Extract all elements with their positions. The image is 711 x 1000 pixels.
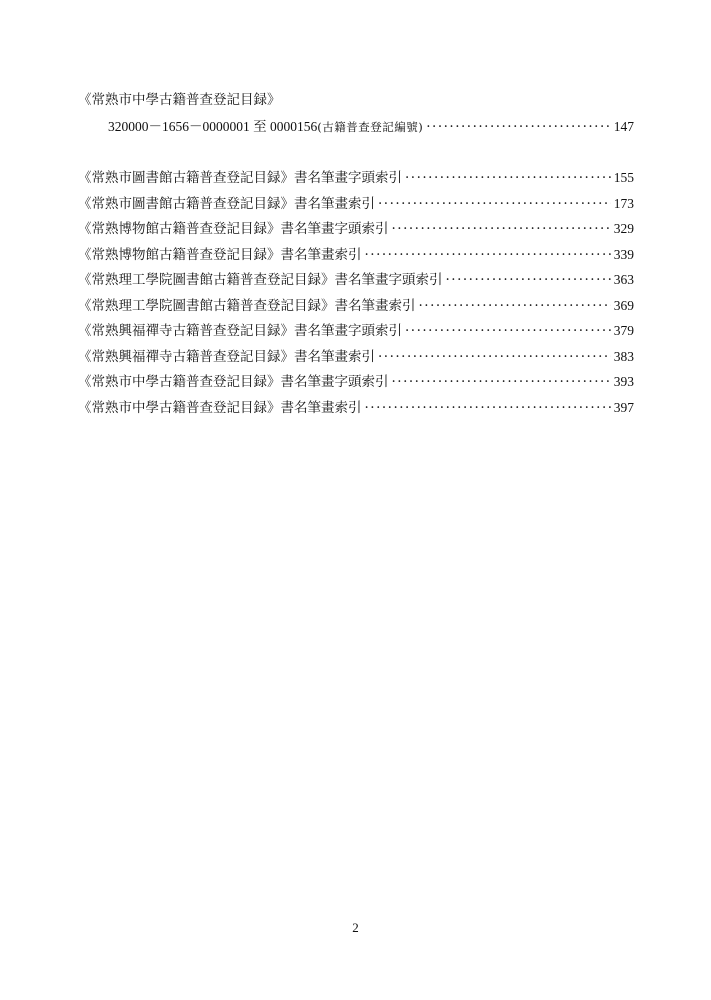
- entry-page: 369: [613, 297, 634, 313]
- sub-entry-page: 147: [613, 118, 634, 134]
- toc-sub-entry: [78, 114, 634, 140]
- section-gap: [78, 139, 634, 165]
- page-number: 2: [352, 920, 359, 935]
- entry-page: 155: [613, 170, 634, 185]
- entry-page: 383: [613, 348, 634, 364]
- toc-entry: [78, 318, 634, 344]
- dot-leader: [405, 166, 611, 192]
- table-of-contents: [78, 88, 634, 420]
- entry-title: 《常熟理工學院圖書館古籍普查登記目録》書名筆畫字頭索引: [78, 272, 443, 288]
- toc-entry: [78, 344, 634, 370]
- entry-title: 《常熟博物館古籍普查登記目録》書名筆畫索引: [78, 246, 362, 263]
- entry-title: 《常熟博物館古籍普查登記目録》書名筆畫字頭索引: [78, 221, 389, 237]
- entry-page: 339: [613, 246, 634, 262]
- dot-leader: [392, 217, 611, 243]
- dot-leader: [365, 243, 611, 269]
- dot-leader: [365, 396, 611, 422]
- toc-entry: [78, 242, 634, 268]
- toc-section-heading: [78, 88, 634, 114]
- entry-title: 《常熟理工學院圖書館古籍普查登記目録》書名筆畫索引: [78, 297, 416, 314]
- toc-entry: [78, 267, 634, 293]
- entry-title: 《常熟興福禪寺古籍普查登記目録》書名筆畫索引: [78, 348, 375, 365]
- dot-leader: [392, 370, 611, 396]
- entry-title: 《常熟市中學古籍普查登記目録》書名筆畫索引: [78, 399, 362, 416]
- dot-leader: [378, 192, 611, 218]
- toc-entry: [78, 165, 634, 191]
- sub-entry-note: (古籍普查登記編號): [317, 119, 424, 134]
- entry-page: 397: [613, 399, 634, 415]
- entry-page: 379: [613, 323, 634, 338]
- dot-leader: [405, 319, 611, 345]
- toc-entry: [78, 293, 634, 319]
- sub-entry-range: 320000－1656－0000001 至 0000156: [108, 118, 318, 134]
- entry-title: 《常熟市圖書館古籍普查登記目録》書名筆畫索引: [78, 195, 375, 212]
- dot-leader: [426, 115, 611, 141]
- toc-entry: [78, 216, 634, 242]
- entry-title: 《常熟興福禪寺古籍普查登記目録》書名筆畫字頭索引: [78, 323, 402, 339]
- entry-page: 173: [613, 195, 634, 211]
- dot-leader: [446, 268, 611, 294]
- entry-page: 393: [613, 374, 634, 389]
- section-heading-text: 《常熟市中學古籍普查登記目録》: [78, 92, 281, 108]
- toc-entry: [78, 369, 634, 395]
- dot-leader: [378, 345, 611, 371]
- dot-leader: [419, 294, 611, 320]
- entry-page: 363: [613, 272, 634, 287]
- entry-page: 329: [613, 221, 634, 236]
- entry-title: 《常熟市中學古籍普查登記目録》書名筆畫字頭索引: [78, 374, 389, 390]
- toc-entry: [78, 395, 634, 421]
- toc-entry: [78, 191, 634, 217]
- entry-title: 《常熟市圖書館古籍普查登記目録》書名筆畫字頭索引: [78, 170, 402, 186]
